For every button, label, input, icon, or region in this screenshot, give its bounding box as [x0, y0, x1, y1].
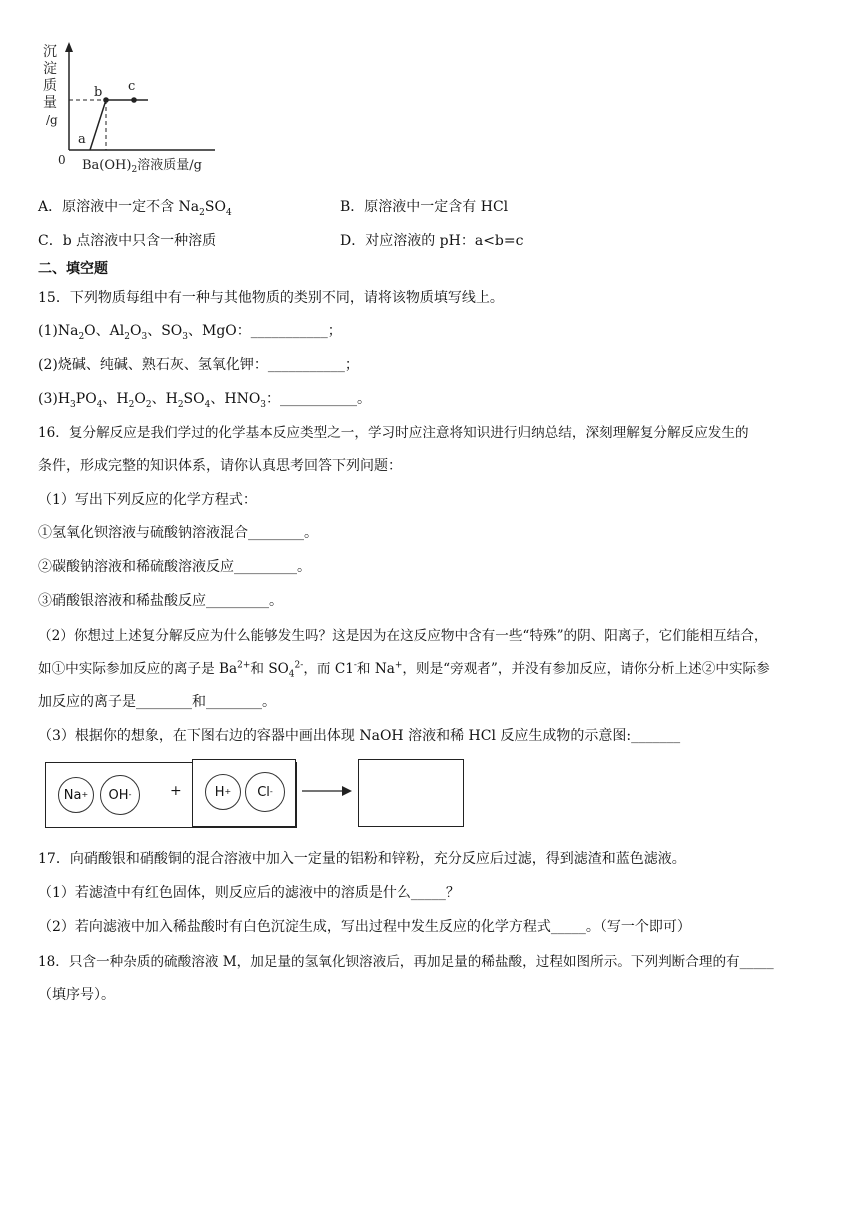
reactant-box-hcl	[192, 759, 296, 827]
q16-stem-1: 16．复分解反应是我们学过的化学基本反应类型之一，学习时应注意将知识进行归纳总结，深刻理解复分解反应发生的	[38, 425, 749, 441]
q18-stem-1: 18．只含一种杂质的硫酸溶液 M，加足量的氢氧化钡溶液后，再加足量的稀盐酸，过程如图所示。下列判断合理的有_____	[38, 954, 774, 970]
y-label-2: 淀	[43, 61, 57, 77]
q15-item-2: (2)烧碱、纯碱、熟石灰、氢氧化钾：___________；	[38, 357, 359, 373]
y-label-3: 质	[43, 78, 57, 94]
q16-reaction-3: ③硝酸银溶液和稀盐酸反应_________。	[38, 593, 283, 609]
label-a: a	[78, 132, 86, 147]
q17-stem: 17．向硝酸银和硝酸铜的混合溶液中加入一定量的铝粉和锌粉，充分反应后过滤，得到滤渣和蓝色滤液。	[38, 851, 686, 867]
q16-part-1: （1）写出下列反应的化学方程式：	[38, 492, 257, 508]
q18-stem-2: （填序号）。	[38, 987, 115, 1003]
ion-cl: Cl -	[245, 772, 285, 812]
precipitate-graph	[40, 38, 240, 180]
y-axis-arrow	[65, 42, 73, 52]
plus-sign: +	[170, 783, 182, 799]
option-d: D．对应溶液的 pH：a<b=c	[340, 233, 524, 249]
q16-part-2a: （2）你想过上述复分解反应为什么能够发生吗？这是因为在这反应物中含有一些“特殊”的阴、阳离子，它们能相互结合，	[38, 628, 768, 644]
q16-reaction-1: ①氢氧化钡溶液与硫酸钠溶液混合________。	[38, 525, 318, 541]
ion-oh: OH -	[100, 775, 140, 815]
y-label-4: 量	[43, 95, 57, 111]
label-c: c	[128, 79, 136, 94]
origin-label: 0	[58, 153, 66, 167]
q16-part-3: （3）根据你的想象，在下图右边的容器中画出体现 NaOH 溶液和稀 HCl 反应生成物的示意图:_______	[38, 728, 681, 744]
q16-stem-2: 条件，形成完整的知识体系，请你认真思考回答下列问题：	[38, 458, 402, 474]
option-a: A．原溶液中一定不含 $Na_2SO_4$	[38, 199, 232, 218]
ion-h: H +	[205, 774, 241, 810]
q17-part-1: （1）若滤渣中有红色固体，则反应后的滤液中的溶质是什么_____？	[38, 885, 460, 901]
q15-item-1: $(1)Na_2O$、$Al_2O_3$、$SO_3$、MgO：___________；	[38, 323, 342, 342]
product-box-empty[interactable]	[358, 759, 464, 827]
q16-part-2b: 如①中实际参加反应的离子是 $Ba^{2+}$和 $SO_4^{2-}$，而 C1-和 Na+，则是“旁观者”，并没有参加反应，请你分析上述②中实际参	[38, 660, 770, 680]
option-b: B．原溶液中一定含有 HCl	[340, 199, 509, 215]
q15-item-3: $(3)H_3PO_4$、$H_2O_2$、$H_2SO_4$、$HNO_3$：___________。	[38, 391, 372, 410]
point-c	[131, 97, 137, 103]
graph-svg	[40, 38, 240, 180]
q15-stem: 15．下列物质每组中有一种与其他物质的类别不同，请将该物质填写线上。	[38, 290, 504, 306]
y-label-5: /g	[46, 113, 58, 127]
q16-part-2c: 加反应的离子是________和________。	[38, 694, 276, 710]
point-b	[103, 97, 109, 103]
option-c: C．b 点溶液中只含一种溶质	[38, 233, 217, 249]
q16-reaction-2: ②碳酸钠溶液和稀硫酸溶液反应_________。	[38, 559, 311, 575]
label-b: b	[94, 85, 103, 100]
y-label-1: 沉	[43, 44, 57, 60]
ion-na: Na +	[58, 777, 94, 813]
q17-part-2: （2）若向滤液中加入稀盐酸时有白色沉淀生成，写出过程中发生反应的化学方程式_____。（写一个即可）	[38, 919, 691, 935]
curve-rise	[90, 100, 106, 150]
x-axis-label: $Ba(OH)_2$溶液质量/g	[82, 158, 202, 175]
section-heading: 二、填空题	[38, 261, 108, 277]
arrow-icon	[302, 785, 352, 797]
